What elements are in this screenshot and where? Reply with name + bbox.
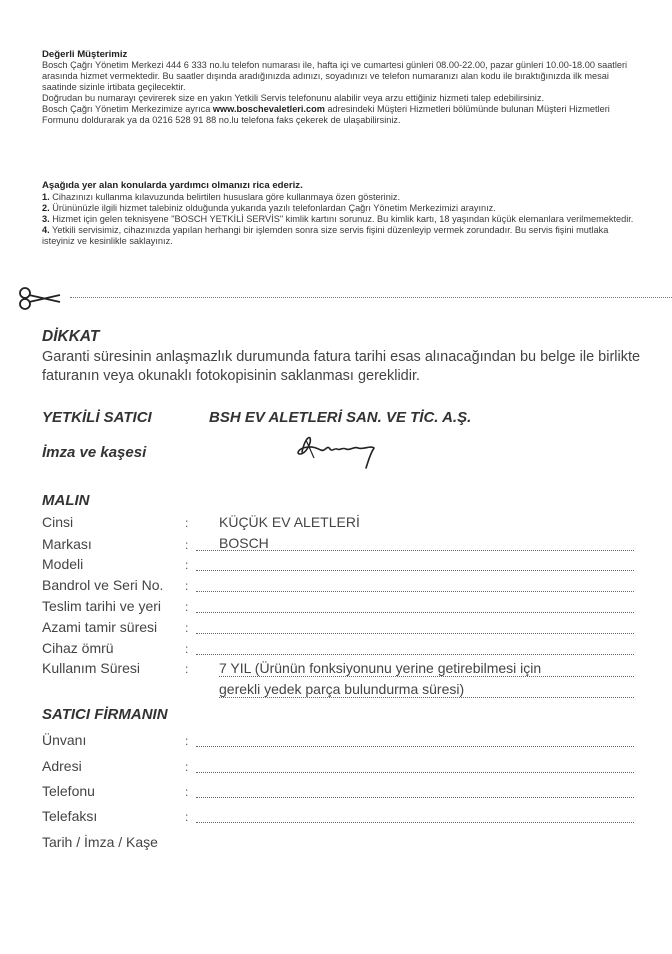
serial-field[interactable] — [196, 591, 634, 592]
help-item-number: 3. — [42, 214, 50, 224]
help-item-number: 2. — [42, 203, 50, 213]
help-section — [42, 180, 634, 247]
product-title: MALIN — [42, 492, 90, 509]
help-heading: Aşağıda yer alan konularda yardımcı olmanızı rica ederiz. — [42, 180, 303, 191]
dotted-cut-line — [70, 297, 672, 298]
intro-heading-text: Değerli Müşterimiz — [42, 49, 128, 60]
product-label-lifetime: Cihaz ömrü — [42, 640, 114, 656]
colon: : — [185, 538, 189, 552]
help-item-text: Yetkili servisimiz, cihazınızda yapılan herhangi bir işlemden sonra size servis fişini düzenleyip vermek zorundadır. Bu servis fişini mutlaka isteyiniz ve kesinlikle saklayınız. — [42, 225, 609, 246]
colon: : — [185, 785, 189, 799]
help-item-text: Cihazınızı kullanma kılavuzunda belirtilen hususlara göre kullanmaya özen gösteriniz. — [49, 192, 401, 202]
product-label-delivery: Teslim tarihi ve yeri — [42, 598, 162, 614]
colon: : — [185, 810, 189, 824]
help-item-number: 4. — [42, 225, 50, 235]
intro-paragraph-3 — [42, 104, 634, 126]
colon: : — [185, 600, 189, 614]
product-value-usage-cont: gerekli yedek parça bulundurma süresi) — [219, 681, 465, 697]
product-value-usage: 7 YIL (Ürünün fonksiyonunu yerine getirebilmesi için — [219, 660, 542, 676]
signature-image — [294, 428, 380, 470]
intro-paragraph-2: Doğrudan bu numarayı çevirerek size en yakın Yetkili Servis telefonunu alabilir veya arzu ettiğiniz hizmeti talep edebilirsiniz. — [42, 93, 544, 103]
cut-line — [18, 286, 672, 310]
seller-address-field[interactable] — [196, 772, 634, 773]
scissors-icon — [18, 286, 62, 310]
help-item — [42, 203, 634, 214]
seller-label-address: Adresi — [42, 758, 82, 774]
intro-p3-after: adresindeki Müşteri Hizmetleri bölümünde bulunan Müşteri Hizmetleri Formunu doldurarak ya da 0216 528 91 88 no.lu telefona faks çekerek de ulaşabilirsiniz. — [42, 104, 610, 125]
seller-label-title: Ünvanı — [42, 732, 87, 748]
intro-p3-before: Bosch Çağrı Yönetim Merkezimize ayrıca — [42, 104, 213, 114]
help-item — [42, 192, 634, 203]
product-value-brand: BOSCH — [219, 535, 269, 551]
delivery-field[interactable] — [196, 612, 634, 613]
help-item-number: 1. — [42, 192, 50, 202]
intro-section — [42, 49, 634, 126]
seller-phone-field[interactable] — [196, 797, 634, 798]
usage-field-line-1 — [219, 676, 634, 677]
seller-title-field[interactable] — [196, 746, 634, 747]
colon: : — [185, 516, 189, 530]
warning-title: DİKKAT — [42, 328, 100, 345]
dealer-name: BSH EV ALETLERİ SAN. VE TİC. A.Ş. — [209, 409, 472, 426]
dealer-label: YETKİLİ SATICI — [42, 409, 152, 426]
intro-paragraph-1: Bosch Çağrı Yönetim Merkezi 444 6 333 no.lu telefon numarası ile, hafta içi ve cumartesi günleri 08.00-22.00, pazar günleri 10.00-18.00 saatleri arasında hizmet vermektedir. Bu saatler dışında aradığınızda adınızı, soyadınızı ve telefon numaranızı alan kodu ile bıraktığınızda ilk mesai saatinde sizinle irtibata geçilecektir. — [42, 60, 628, 92]
product-value-type: KÜÇÜK EV ALETLERİ — [219, 514, 360, 530]
colon: : — [185, 642, 189, 656]
seller-date-signature: Tarih / İmza / Kaşe — [42, 834, 158, 850]
colon: : — [185, 579, 189, 593]
lifetime-field[interactable] — [196, 654, 634, 655]
seller-label-fax: Telefaksı — [42, 808, 98, 824]
seller-fax-field[interactable] — [196, 822, 634, 823]
seller-label-phone: Telefonu — [42, 783, 95, 799]
help-item-text: Ürününüzle ilgili hizmet talebiniz olduğunda yukarıda yazılı telefonlardan Çağrı Yönetim Merkezimizi arayınız. — [49, 203, 496, 213]
colon: : — [185, 662, 189, 676]
model-field[interactable] — [196, 570, 634, 571]
repair-time-field[interactable] — [196, 633, 634, 634]
colon: : — [185, 734, 189, 748]
product-label-type: Cinsi — [42, 514, 74, 530]
colon: : — [185, 621, 189, 635]
seller-title: SATICI FİRMANIN — [42, 706, 168, 723]
product-label-brand: Markası — [42, 536, 92, 552]
help-item-text: Hizmet için gelen teknisyene "BOSCH YETKİLİ SERVİS" kimlik kartını sorunuz. Bu kimlik kartı, 18 yaşından küçük elemanlara verilmemektedir. — [49, 214, 634, 224]
colon: : — [185, 760, 189, 774]
colon: : — [185, 558, 189, 572]
intro-heading — [42, 49, 634, 60]
product-label-serial: Bandrol ve Seri No. — [42, 577, 164, 593]
warning-text: Garanti süresinin anlaşmazlık durumunda fatura tarihi esas alınacağından bu belge ile birlikte faturanın veya okunaklı fotokopisinin saklanması gereklidir. — [42, 349, 641, 384]
website-link[interactable]: www.boschevaletleri.com — [212, 104, 325, 114]
product-label-repair-time: Azami tamir süresi — [42, 619, 158, 635]
product-label-model: Modeli — [42, 556, 84, 572]
usage-field-line-2 — [219, 697, 634, 698]
signature-label: İmza ve kaşesi — [42, 444, 147, 461]
product-label-usage: Kullanım Süresi — [42, 660, 141, 676]
help-item — [42, 225, 634, 247]
help-item — [42, 214, 634, 225]
